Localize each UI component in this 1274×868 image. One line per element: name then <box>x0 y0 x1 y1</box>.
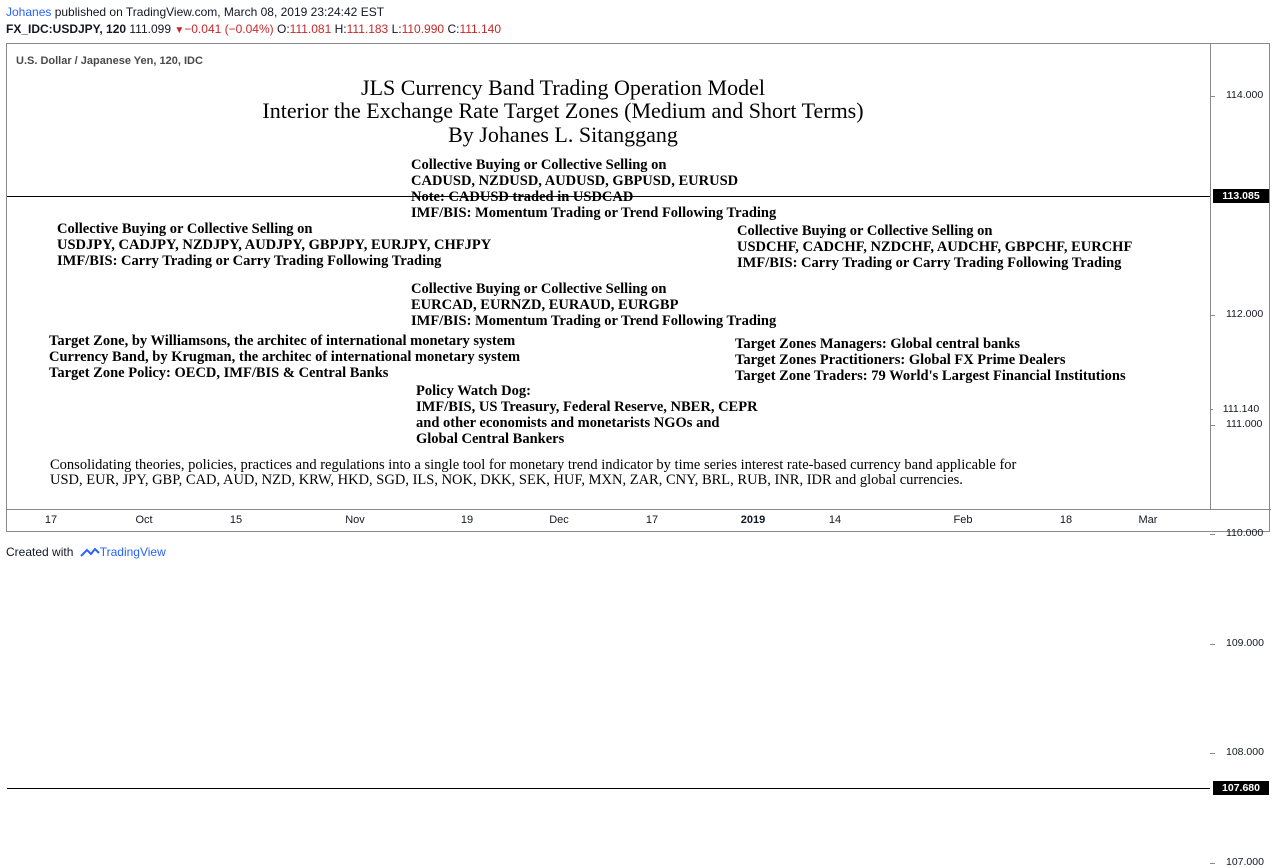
chart-title-line-1: JLS Currency Band Trading Operation Model <box>361 75 765 100</box>
annotation-line: EURCAD, EURNZD, EURAUD, EURGBP <box>411 297 679 313</box>
y-tick-label: 112.000 <box>1226 308 1264 320</box>
low-value: 110.990 <box>401 22 445 36</box>
chart-title-line-2: Interior the Exchange Rate Target Zones (Medium and Short Terms) <box>262 98 864 123</box>
x-tick-label: 17 <box>44 514 58 526</box>
annotation-line: Note: CADUSD traded in USDCAD <box>411 189 634 205</box>
x-tick-label: 14 <box>828 514 842 526</box>
y-tick-mark <box>1210 863 1215 864</box>
price-line-label: 107.680 <box>1213 781 1269 795</box>
time-axis-divider <box>7 509 1271 510</box>
annotation-left-top <box>57 221 491 269</box>
high-label: H: <box>334 22 347 36</box>
annotation-line: Consolidating theories, policies, practices and regulations into a single tool for monetary trend indicator by time series interest rate-based currency band applicable for <box>50 457 1017 473</box>
x-tick-label: 15 <box>229 514 243 526</box>
tradingview-logo-icon <box>80 547 100 558</box>
annotation-line: CADUSD, NZDUSD, AUDUSD, GBPUSD, EURUSD <box>411 173 739 189</box>
symbol-description: U.S. Dollar / Japanese Yen, 120, IDC <box>16 55 203 67</box>
annotation-line: Target Zone Traders: 79 World's Largest Financial Institutions <box>735 368 1126 384</box>
annotation-line: Target Zone, by Williamsons, the architec of international monetary system <box>49 333 516 349</box>
y-tick-label: 110.000 <box>1226 527 1264 539</box>
annotation-left-mid <box>49 333 520 381</box>
close-value: 111.140 <box>459 22 502 36</box>
horizontal-price-line[interactable] <box>7 788 1210 789</box>
annotation-right-top <box>737 223 1132 271</box>
last-price: 111.099 <box>129 22 171 36</box>
symbol-info <box>6 22 501 36</box>
publish-info <box>6 5 384 19</box>
annotation-line: Target Zone Policy: OECD, IMF/BIS & Central Banks <box>49 365 389 381</box>
y-tick-mark <box>1210 96 1215 97</box>
x-tick-label: 18 <box>1059 514 1073 526</box>
chart-title-line-3: By Johanes L. Sitanggang <box>448 122 678 147</box>
created-with-label: Created with <box>6 545 74 559</box>
price-axis-divider <box>1210 44 1211 509</box>
annotation-line: USD, EUR, JPY, GBP, CAD, AUD, NZD, KRW, HKD, SGD, ILS, NOK, DKK, SEK, HUF, MXN, ZAR, CNY, BRL, RUB, INR, IDR and global currencies. <box>50 472 963 488</box>
annotation-line: Currency Band, by Krugman, the architec of international monetary system <box>49 349 521 365</box>
down-arrow-icon: ▼ <box>174 25 185 36</box>
y-tick-label: 111.000 <box>1226 417 1263 430</box>
annotation-line: Target Zones Practitioners: Global FX Prime Dealers <box>735 352 1066 368</box>
author-link[interactable]: Johanes <box>6 5 52 19</box>
annotation-line: USDJPY, CADJPY, NZDJPY, AUDJPY, GBPJPY, EURJPY, CHFJPY <box>57 237 492 253</box>
y-tick-label: 107.000 <box>1226 855 1264 868</box>
current-price-label: 111.140 <box>1213 402 1269 416</box>
published-text: published on TradingView.com, March 08, 2019 23:24:42 EST <box>51 5 385 19</box>
annotation-line: and other economists and monetarists NGOs and <box>416 415 720 431</box>
annotation-center-top <box>411 157 776 221</box>
annotation-line: IMF/BIS: Momentum Trading or Trend Following Trading <box>411 205 777 221</box>
high-value: 111.183 <box>346 22 389 36</box>
price-line-label: 113.085 <box>1213 189 1269 203</box>
x-tick-label: 17 <box>645 514 659 526</box>
y-tick-mark <box>1210 753 1215 754</box>
x-tick-label: Oct <box>135 514 153 526</box>
annotation-line: Collective Buying or Collective Selling on <box>57 221 313 237</box>
x-tick-label: Nov <box>345 514 365 526</box>
y-tick-mark <box>1210 644 1215 645</box>
x-tick-label: 19 <box>460 514 474 526</box>
price-change: −0.041 (−0.04%) <box>184 22 274 36</box>
annotation-center-mid <box>411 281 776 329</box>
close-label: C: <box>447 22 460 36</box>
x-tick-label: Feb <box>953 514 973 526</box>
created-with <box>6 545 166 559</box>
annotation-line: Policy Watch Dog: <box>416 383 531 399</box>
x-tick-label: Dec <box>549 514 569 526</box>
annotation-line: IMF/BIS: Carry Trading or Carry Trading Following Trading <box>737 255 1122 271</box>
annotation-line: Collective Buying or Collective Selling on <box>411 157 667 173</box>
annotation-line: IMF/BIS: Carry Trading or Carry Trading Following Trading <box>57 253 442 269</box>
x-tick-label: Mar <box>1138 514 1158 526</box>
x-tick-label: 2019 <box>740 514 766 526</box>
annotation-footer <box>50 458 1016 488</box>
low-label: L: <box>391 22 402 36</box>
y-tick-mark <box>1210 315 1215 316</box>
annotation-line: Global Central Bankers <box>416 431 565 447</box>
symbol-label: FX_IDC:USDJPY, 120 <box>6 22 127 36</box>
y-tick-mark <box>1210 425 1215 426</box>
y-tick-label: 114.000 <box>1226 89 1264 101</box>
annotation-line: Collective Buying or Collective Selling on <box>737 223 993 239</box>
y-tick-label: 109.000 <box>1226 636 1264 649</box>
y-tick-mark <box>1210 534 1215 535</box>
annotation-line: USDCHF, CADCHF, NZDCHF, AUDCHF, GBPCHF, EURCHF <box>737 239 1133 255</box>
annotation-line: IMF/BIS, US Treasury, Federal Reserve, NBER, CEPR <box>416 399 758 415</box>
annotation-line: IMF/BIS: Momentum Trading or Trend Following Trading <box>411 313 777 329</box>
tradingview-link[interactable]: TradingView <box>99 545 166 559</box>
annotation-line: Target Zones Managers: Global central banks <box>735 336 1021 352</box>
open-label: O: <box>277 22 290 36</box>
annotation-right-mid <box>735 336 1126 384</box>
y-tick-label: 108.000 <box>1226 746 1264 758</box>
open-value: 111.081 <box>289 22 332 36</box>
annotation-line: Collective Buying or Collective Selling on <box>411 281 667 297</box>
annotation-center-bottom <box>416 383 758 447</box>
